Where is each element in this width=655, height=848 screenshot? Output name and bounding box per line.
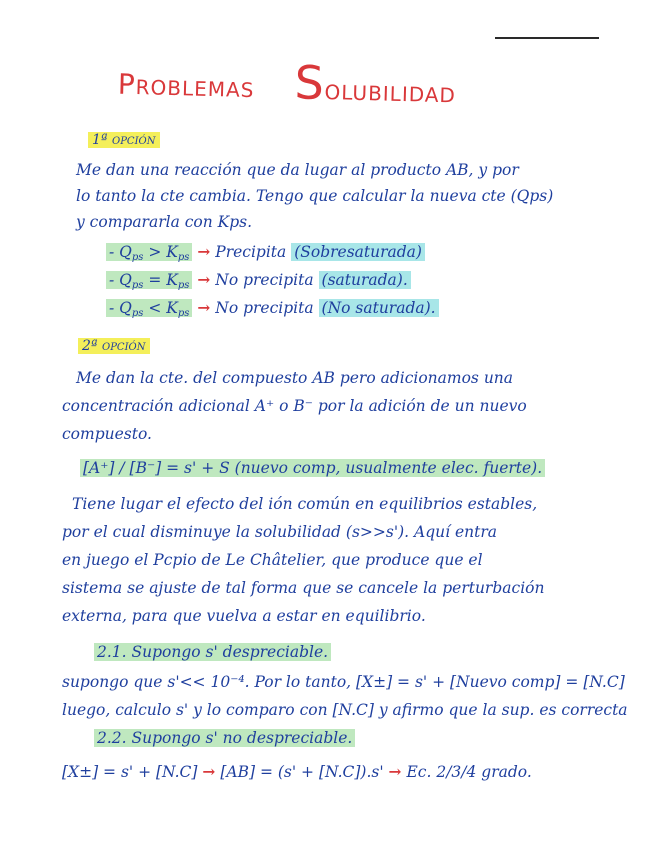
option2-equation: [A⁺] / [B⁻] = s' + S (nuevo comp, usualmente elec. fuerte). [80,458,545,478]
option2-paragraph-2: por el cual disminuye la solubilidad (s>>s'). Aquí entra [62,523,498,541]
option1-line-1: Me dan una reacción que da lugar al producto AB, y por [76,161,519,179]
arrow-icon: → [197,242,211,261]
top-rule [495,37,599,39]
case21-line-2: luego, calculo s' y lo comparo con [N.C] y afirmo que la sup. es correcta [62,701,628,719]
arrow-icon: → [202,762,216,781]
option2-paragraph-1: Tiene lugar el efecto del ión común en equilibrios estables, [72,495,538,513]
title-initial: S [293,55,326,110]
option2-line-1: Me dan la cte. del compuesto AB pero adicionamos una [76,369,514,387]
arrow-icon: → [197,298,211,317]
case21-line-1: supongo que s'<< 10⁻⁴. Por lo tanto, [X±] = s' + [Nuevo comp] = [N.C] [62,673,625,691]
option1-line-3: y compararla con Kps. [76,213,253,231]
case21-heading: 2.1. Supongo s' despreciable. [94,642,331,662]
option2-paragraph-4: sistema se ajuste de tal forma que se cancele la perturbación [62,579,545,597]
case22-heading: 2.2. Supongo s' no despreciable. [94,728,355,748]
option2-paragraph-3: en juego el Pcpio de Le Châtelier, que produce que el [62,551,483,569]
arrow-icon: → [388,762,402,781]
arrow-icon: → [197,270,211,289]
case-row: - $Q_{ps} > K_{ps}$ → Precipita (Sobresaturada) [106,242,425,268]
option1-heading: 1ª opción [88,132,160,148]
case-row: - $Q_{ps} < K_{ps} \to No$ precipita (No saturada). [106,298,439,324]
option2-line-2: concentración adicional A⁺ o B⁻ por la adición de un nuevo [62,397,527,415]
case-row: - $Q_{ps} = K_{ps} \to No$ precipita (saturada). [106,270,411,296]
option2-heading: 2ª opción [78,338,150,354]
case22-equation: [X±] = s' + [N.C] → [AB] = (s' + [N.C]).s' → Ec. 2/3/4 grado. [62,762,532,781]
title-word1: Problemas [117,67,255,105]
option2-paragraph-5: externa, para que vuelva a estar en equilibrio. [62,607,426,625]
page-title [117,51,456,114]
title-word2: olubilidad [324,72,457,110]
option2-line-3: compuesto. [62,425,152,443]
option1-line-2: lo tanto la cte cambia. Tengo que calcular la nueva cte (Qps) [76,187,554,205]
